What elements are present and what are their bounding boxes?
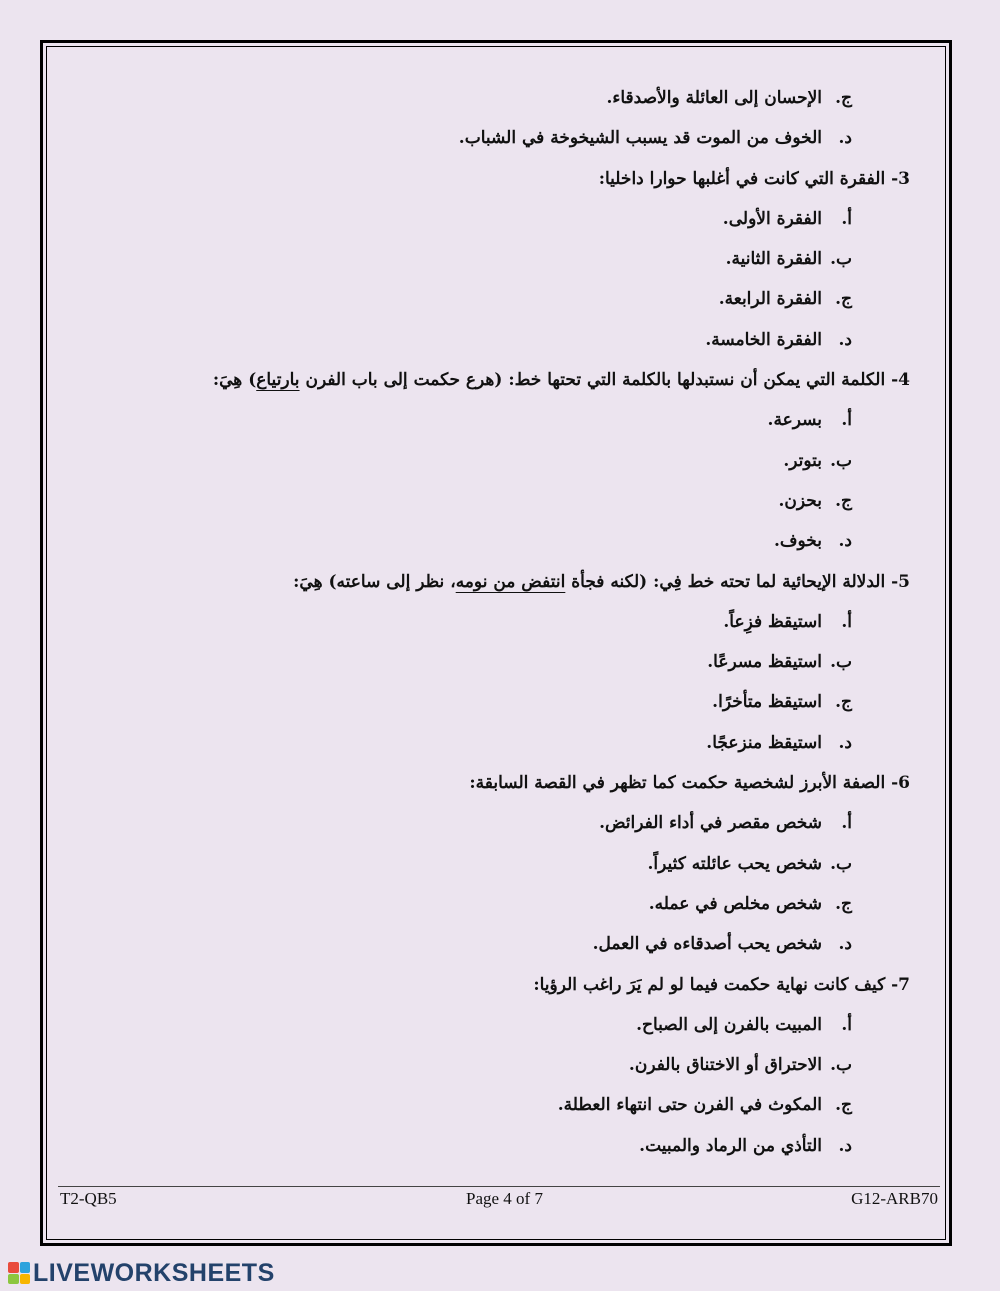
option-line	[60, 682, 910, 722]
option-text: استيقظ متأخرًا.	[712, 692, 822, 713]
question-number: 4-	[891, 370, 910, 391]
option-line	[60, 239, 910, 279]
option-letter: ج.	[835, 692, 852, 713]
question-number: 6-	[891, 773, 910, 794]
option-line	[60, 521, 910, 561]
option-text: الفقرة الأولى.	[722, 208, 822, 229]
option-text: بخوف.	[773, 531, 822, 552]
question-text: الدلالة الإيحائية لما تحته خط فِي: (لكنه فجأة	[565, 571, 886, 592]
footer-course-code: G12-ARB70	[851, 1189, 938, 1208]
option-letter: ب.	[830, 249, 852, 270]
footer-divider	[58, 1186, 940, 1187]
question-text: الكلمة التي يمكن أن نستبدلها بالكلمة التي تحتها خط: (هرع حكمت إلى باب الفرن	[299, 370, 886, 391]
logo-square-2	[20, 1262, 31, 1273]
question-line	[60, 965, 910, 1005]
option-line	[60, 400, 910, 440]
option-line	[60, 1126, 910, 1166]
option-letter: ب.	[830, 652, 852, 673]
option-letter: ب.	[830, 450, 852, 471]
option-text: المكوث في الفرن حتى انتهاء العطلة.	[557, 1095, 822, 1116]
footer-doc-code: T2-QB5	[60, 1189, 117, 1208]
option-letter: أ.	[841, 813, 852, 834]
question-text: الفقرة التي كانت في أغلبها حوارا داخليا:	[598, 168, 886, 189]
option-line	[60, 1045, 910, 1085]
option-letter: ج.	[835, 1095, 852, 1116]
option-text: استيقظ مسرعًا.	[707, 652, 822, 673]
option-letter: أ.	[841, 410, 852, 431]
worksheet-content	[60, 78, 910, 1166]
underlined-phrase: بارتياع	[256, 370, 300, 391]
question-line	[60, 360, 910, 400]
option-text: شخص يحب أصدقاءه في العمل.	[592, 934, 822, 955]
option-text: بتوتر.	[783, 450, 822, 471]
option-letter: ج.	[835, 289, 852, 310]
question-number: 3-	[891, 168, 910, 189]
option-line	[60, 481, 910, 521]
option-line	[60, 78, 910, 118]
option-text: استيقظ فزِعاً.	[723, 611, 822, 632]
question-text-end: ، نظر إلى ساعته) هِيَ:	[293, 571, 456, 592]
liveworksheets-logo-text: LIVEWORKSHEETS	[33, 1258, 275, 1287]
option-line	[60, 924, 910, 964]
option-letter: د.	[838, 732, 852, 753]
option-letter: د.	[838, 128, 852, 149]
option-line	[60, 118, 910, 158]
option-text: الإحسان إلى العائلة والأصدقاء.	[606, 88, 822, 108]
option-letter: ج.	[835, 490, 852, 511]
option-text: شخص مقصر في أداء الفرائض.	[599, 813, 822, 834]
option-line	[60, 844, 910, 884]
option-letter: ب.	[830, 1055, 852, 1076]
question-number: 5-	[891, 571, 910, 592]
option-line	[60, 320, 910, 360]
option-letter: أ.	[841, 611, 852, 632]
option-text: شخص يحب عائلته كثيراً.	[647, 853, 822, 874]
option-line	[60, 1085, 910, 1125]
question-line	[60, 159, 910, 199]
option-text: شخص مخلص في عمله.	[648, 893, 822, 914]
option-text: الفقرة الخامسة.	[705, 329, 822, 350]
option-text: بسرعة.	[767, 410, 822, 431]
question-number: 7-	[891, 974, 910, 995]
option-letter: د.	[838, 329, 852, 350]
option-letter: ب.	[830, 853, 852, 874]
question-line	[60, 562, 910, 602]
logo-square-4	[20, 1274, 31, 1285]
option-letter: د.	[838, 531, 852, 552]
liveworksheets-logo-icon	[8, 1262, 30, 1284]
option-line	[60, 279, 910, 319]
option-text: الفقرة الرابعة.	[718, 289, 822, 310]
option-letter: د.	[838, 1135, 852, 1156]
option-line	[60, 441, 910, 481]
option-line	[60, 723, 910, 763]
option-letter: ج.	[835, 893, 852, 914]
question-text: كيف كانت نهاية حكمت فيما لو لم يَرَ راغب الرؤيا:	[533, 974, 886, 995]
option-letter: أ.	[841, 208, 852, 229]
question-line	[60, 763, 910, 803]
option-line	[60, 602, 910, 642]
underlined-phrase: انتفض من نومه	[455, 571, 566, 592]
option-line	[60, 1005, 910, 1045]
question-text: الصفة الأبرز لشخصية حكمت كما تظهر في القصة السابقة:	[469, 773, 886, 794]
option-text: الخوف من الموت قد يسبب الشيخوخة في الشباب.	[458, 128, 822, 149]
liveworksheets-logo[interactable]	[8, 1260, 275, 1286]
logo-square-1	[8, 1262, 19, 1273]
option-text: المبيت بالفرن إلى الصباح.	[636, 1014, 822, 1035]
option-letter: ج.	[835, 88, 852, 108]
option-line	[60, 884, 910, 924]
option-line	[60, 803, 910, 843]
footer-page-number: Page 4 of 7	[466, 1189, 543, 1208]
option-line	[60, 199, 910, 239]
option-text: الفقرة الثانية.	[725, 249, 822, 270]
option-text: الاحتراق أو الاختناق بالفرن.	[628, 1055, 822, 1076]
option-letter: أ.	[841, 1014, 852, 1035]
question-text-end: ) هِيَ:	[212, 370, 257, 391]
logo-square-3	[8, 1274, 19, 1285]
option-text: التأذي من الرماد والمبيت.	[639, 1135, 822, 1156]
option-line	[60, 642, 910, 682]
option-letter: د.	[838, 934, 852, 955]
option-text: بحزن.	[778, 490, 822, 511]
option-text: استيقظ منزعجًا.	[706, 732, 822, 753]
